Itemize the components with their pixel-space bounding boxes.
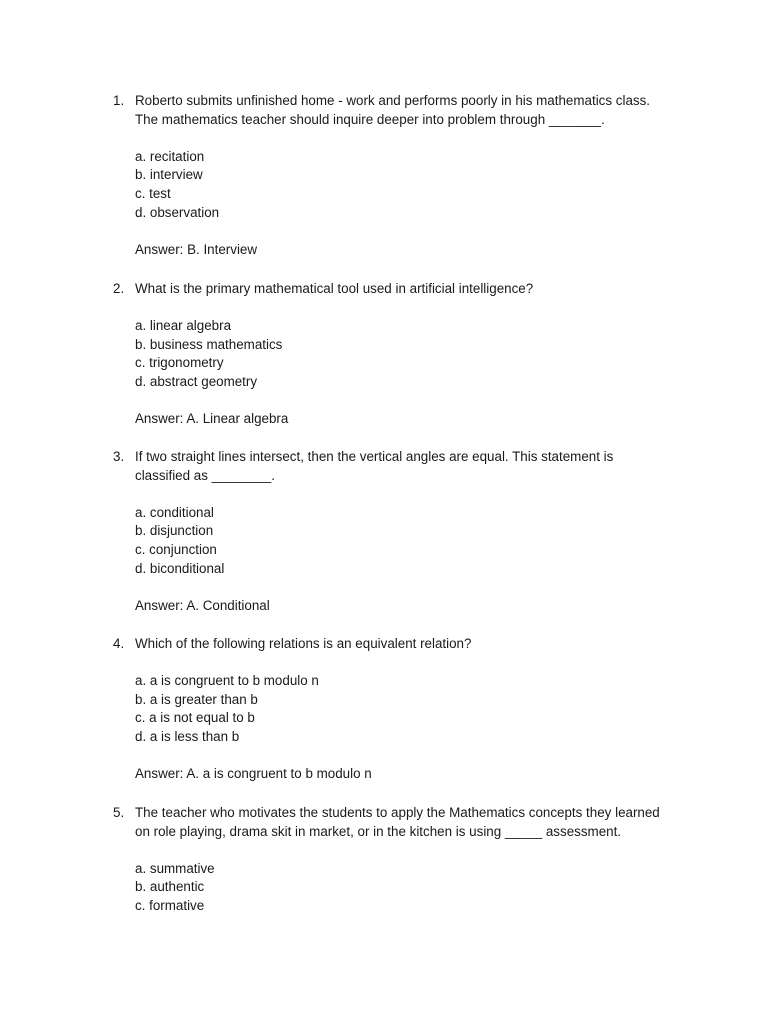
question-text bbox=[135, 804, 693, 842]
option-d: d. abstract geometry bbox=[135, 374, 258, 390]
option-d: d. biconditional bbox=[135, 560, 225, 576]
question-text bbox=[135, 280, 693, 299]
question-4 bbox=[113, 635, 693, 784]
question-line: If two straight lines intersect, then the vertical angles are equal. This statement is bbox=[135, 449, 614, 464]
option-b: b. interview bbox=[135, 167, 203, 183]
option-b: b. authentic bbox=[135, 879, 205, 895]
question-line: on role playing, drama skit in market, or in the kitchen is using _____ assessment. bbox=[135, 823, 622, 839]
question-2 bbox=[113, 280, 693, 429]
question-line: classified as ________. bbox=[135, 467, 275, 483]
options-list bbox=[135, 148, 693, 223]
question-number: 1. bbox=[113, 93, 125, 108]
answer-text: Answer: A. Linear algebra bbox=[135, 410, 289, 426]
answer-text: Answer: A. a is congruent to b modulo n bbox=[135, 765, 372, 781]
question-number: 3. bbox=[113, 449, 125, 464]
question-line: What is the primary mathematical tool used in artificial intelligence? bbox=[135, 281, 534, 296]
question-number: 2. bbox=[113, 281, 125, 296]
option-c: c. trigonometry bbox=[135, 355, 224, 371]
options-list bbox=[135, 317, 693, 392]
question-text bbox=[135, 448, 693, 486]
option-b: b. a is greater than b bbox=[135, 691, 258, 707]
option-b: b. disjunction bbox=[135, 523, 214, 539]
question-line: The teacher who motivates the students to apply the Mathematics concepts they learned bbox=[135, 805, 660, 820]
options-list bbox=[135, 504, 693, 579]
option-c: c. a is not equal to b bbox=[135, 710, 255, 726]
question-text bbox=[135, 92, 693, 130]
option-a: a. linear algebra bbox=[135, 317, 232, 333]
question-text bbox=[135, 635, 693, 654]
option-a: a. summative bbox=[135, 860, 215, 876]
option-d: d. observation bbox=[135, 204, 220, 220]
answer-text: Answer: B. Interview bbox=[135, 241, 258, 257]
question-number: 4. bbox=[113, 636, 125, 651]
question-5 bbox=[113, 804, 693, 916]
option-c: c. conjunction bbox=[135, 542, 217, 558]
question-line: Roberto submits unfinished home - work and performs poorly in his mathematics class. bbox=[135, 93, 651, 108]
question-line: Which of the following relations is an equivalent relation? bbox=[135, 636, 472, 651]
options-list bbox=[135, 860, 693, 916]
options-list bbox=[135, 672, 693, 747]
question-3 bbox=[113, 448, 693, 616]
answer-text: Answer: A. Conditional bbox=[135, 597, 270, 613]
option-a: a. a is congruent to b modulo n bbox=[135, 672, 319, 688]
option-a: a. recitation bbox=[135, 148, 205, 164]
question-number: 5. bbox=[113, 805, 125, 820]
option-c: c. test bbox=[135, 186, 171, 202]
question-line: The mathematics teacher should inquire deeper into problem through _______. bbox=[135, 111, 605, 127]
option-b: b. business mathematics bbox=[135, 336, 283, 352]
option-c: c. formative bbox=[135, 898, 205, 914]
option-d: d. a is less than b bbox=[135, 729, 240, 745]
option-a: a. conditional bbox=[135, 504, 214, 520]
question-1 bbox=[113, 92, 693, 260]
